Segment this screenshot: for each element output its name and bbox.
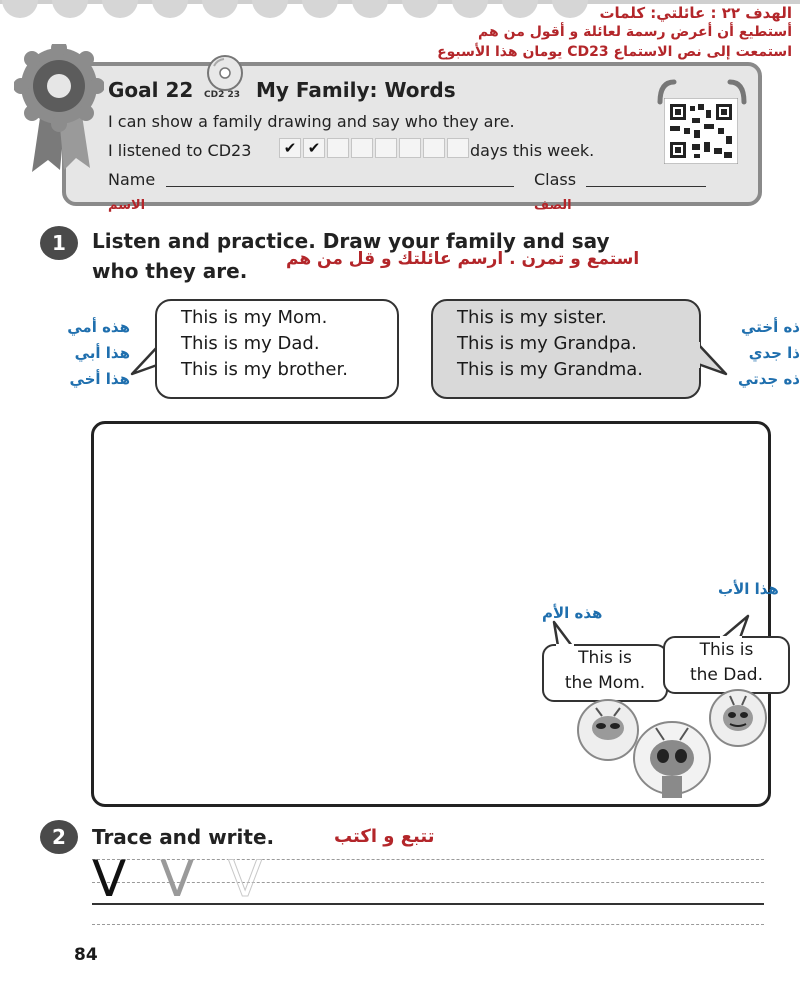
goal-number: Goal 22 [108,78,194,102]
goal-title: My Family: Words [256,78,456,102]
day-checkbox[interactable] [423,138,445,158]
handwriting-bottom-line [92,924,764,925]
right-speech-bubble [431,299,701,399]
left-arabic-translations [67,314,130,392]
arabic-translation: ذه جدتي [737,370,800,388]
dad-bubble-tail [716,612,756,640]
section1-instruction-arabic: استمع و تمرن . ارسم عائلتك و قل من هم [286,249,640,269]
day-checkbox[interactable] [327,138,349,158]
section2-instruction-arabic: تتبع و اكتب [334,826,435,847]
section-number-1: 1 [40,226,78,260]
headphones-icon [652,76,752,106]
bubble-line: This is my Dad. [181,333,320,354]
trace-letter-gray: V [160,850,195,908]
alien-family-illustration-icon [566,688,772,816]
rosette-badge-icon [14,44,104,174]
section1-instruction-line2: who they are. [92,259,248,283]
name-label-arabic: الاسم [108,198,146,213]
right-bubble-tail [694,340,730,390]
cd-track-label: CD2 23 [204,90,240,100]
trace-letter-solid: V [92,850,127,908]
section1-instruction-line1: Listen and practice. Draw your family and say [92,229,610,253]
bubble-line: This is my Mom. [181,307,328,328]
day-checkbox[interactable] [351,138,373,158]
bubble-line: This is my Grandpa. [457,333,637,354]
arabic-translation: ذه أختي [740,318,800,336]
bubble-line: This is my sister. [457,307,607,328]
arabic-translation: هذا أبي [74,344,130,362]
arabic-translation: ذا جدي [748,344,800,362]
class-field[interactable] [586,186,706,187]
listening-checkboxes [279,137,471,158]
mom-arabic-label: هذه الأم [542,604,603,622]
listened-suffix: days this week. [470,141,595,160]
name-label: Name [108,170,156,189]
day-checkbox[interactable]: ✔ [303,138,325,158]
name-field[interactable] [166,186,514,187]
dad-arabic-label: هذا الأب [718,580,779,598]
left-speech-bubble [155,299,399,399]
bubble-line: the Mom. [564,673,646,693]
class-label-arabic: الصف [534,198,572,213]
day-checkbox[interactable] [447,138,469,158]
mom-bubble-tail [548,620,578,648]
arabic-goal-title: الهدف ٢٢ : عائلتي: كلمات [599,4,792,22]
bubble-line: This is my Grandma. [457,359,644,380]
arabic-translation: هذه أمي [67,318,130,336]
day-checkbox[interactable] [399,138,421,158]
bubble-line: This is [578,648,632,668]
dad-speech-bubble [663,636,790,694]
goal-statement: I can show a family drawing and say who they are. [108,112,515,131]
section-number-2: 2 [40,820,78,854]
page-number: 84 [74,945,98,965]
section2-instruction: Trace and write. [92,825,275,849]
qr-code-icon [664,98,738,164]
arabic-goal-line2: استمعت إلى نص الاستماع CD23 يومان هذا الأسبوع [437,44,792,60]
trace-letter-dotted[interactable]: V [228,850,263,908]
arabic-goal-line1: أستطيع أن أعرض رسمة لعائلة و أقول من هم [478,24,792,40]
bubble-line: This is [699,640,754,660]
bubble-line: the Dad. [689,665,763,685]
listened-prefix: I listened to CD23 [108,141,252,160]
bubble-line: This is my brother. [181,359,348,380]
day-checkbox[interactable]: ✔ [279,138,301,158]
class-label: Class [534,170,577,189]
day-checkbox[interactable] [375,138,397,158]
right-arabic-translations [728,314,800,392]
cd-icon [206,54,244,92]
arabic-translation: هذا أخي [69,370,130,388]
